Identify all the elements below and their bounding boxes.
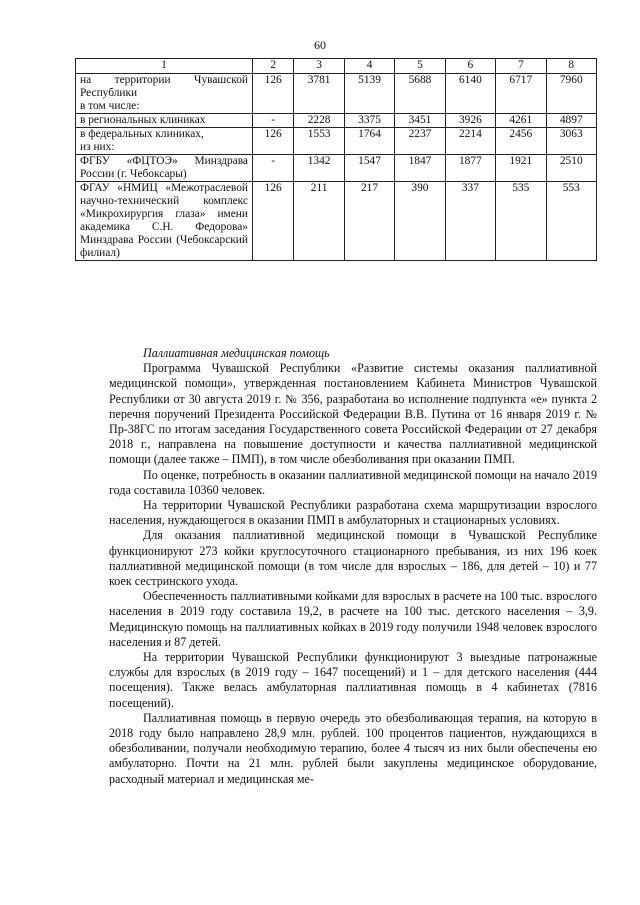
column-header: 4 xyxy=(344,59,394,74)
table-cell: 1921 xyxy=(496,155,546,182)
table-cell: 4897 xyxy=(546,114,596,128)
row-label xyxy=(76,128,253,155)
table-cell: 6717 xyxy=(496,74,546,114)
column-header: 2 xyxy=(253,59,294,74)
column-header: 6 xyxy=(445,59,495,74)
table-cell: 1764 xyxy=(344,128,394,155)
column-header: 3 xyxy=(294,59,344,74)
row-label-text: в федеральных клиниках, xyxy=(80,128,204,140)
table-cell: 2228 xyxy=(294,114,344,128)
row-label: ФГБУ «ФЦТОЭ» Минздрава России (г. Чебоксары) xyxy=(76,155,253,182)
table-cell: 390 xyxy=(395,182,445,261)
table-cell: 4261 xyxy=(496,114,546,128)
table-header-row xyxy=(76,59,597,74)
column-header: 1 xyxy=(76,59,253,74)
column-header: 8 xyxy=(546,59,596,74)
paragraph: На территории Чувашской Республики разработана схема маршрутизации взрослого населения, нуждающегося в оказании ПМП в амбулаторных и стационарных условиях. xyxy=(109,498,597,528)
table-row xyxy=(76,182,597,261)
row-label-text: на территории Чувашской Республики xyxy=(80,74,248,99)
table-cell: 1553 xyxy=(294,128,344,155)
paragraph: Паллиативная помощь в первую очередь это обезболивающая терапия, на которую в 2018 году было направлено 28,9 млн. рублей. 100 процентов пациентов, нуждающихся в обезболивании, получали необходимую терапию, более 4 тысяч из них были обеспечены ею амбулаторно. Почти на 21 млн. рублей были закуплены медицинское оборудование, расходный материал и медицинская ме- xyxy=(109,710,597,786)
table-cell: 126 xyxy=(253,74,294,114)
table-cell: 6140 xyxy=(445,74,495,114)
body-text xyxy=(109,346,597,787)
table-cell: 1877 xyxy=(445,155,495,182)
table-cell: 337 xyxy=(445,182,495,261)
paragraph: Обеспеченность паллиативными койками для взрослых в расчете на 100 тыс. взрослого населения в 2019 году составила 19,2, в расчете на 100 тыс. детского населения – 3,9. Медицинскую помощь на паллиативных койках в 2019 году получили 1948 человек взрослого населения и 87 детей. xyxy=(109,589,597,649)
row-label: в региональных клиниках xyxy=(76,114,253,128)
table-cell: 1847 xyxy=(395,155,445,182)
table-cell: 535 xyxy=(496,182,546,261)
table-cell: 7960 xyxy=(546,74,596,114)
table-row xyxy=(76,74,597,114)
table-cell: 1342 xyxy=(294,155,344,182)
table-cell: 5688 xyxy=(395,74,445,114)
table-cell: 126 xyxy=(253,128,294,155)
table-cell: - xyxy=(253,155,294,182)
page-number: 60 xyxy=(314,38,326,52)
table-row xyxy=(76,155,597,182)
row-label-sub: из них: xyxy=(80,141,115,153)
table-row xyxy=(76,114,597,128)
table-cell: 211 xyxy=(294,182,344,261)
row-label: ФГАУ «НМИЦ «Межотраслевой научно-технический комплекс «Микрохирургия глаза» имени академика С.Н. Федорова» Минздрава России (Чебоксарский филиал) xyxy=(76,182,253,261)
table-cell: 553 xyxy=(546,182,596,261)
table-cell: 2214 xyxy=(445,128,495,155)
table-cell: 3451 xyxy=(395,114,445,128)
table-cell: 2237 xyxy=(395,128,445,155)
column-header: 7 xyxy=(496,59,546,74)
table-cell: 2510 xyxy=(546,155,596,182)
row-label-sub: в том числе: xyxy=(80,100,140,112)
table-cell: 126 xyxy=(253,182,294,261)
table-cell: 217 xyxy=(344,182,394,261)
table-row xyxy=(76,128,597,155)
paragraph: Программа Чувашской Республики «Развитие системы оказания паллиативной медицинской помощи», утвержденная постановлением Кабинета Министров Чувашской Республики от 30 августа 2019 г. № 356, разработана во исполнение подпункта «е» пункта 2 перечня поручений Президента Российской Федерации В.В. Путина от 16 января 2019 г. № Пр-38ГС по итогам заседания Государственного совета Российской Федерации от 27 декабря 2018 г., направлена на повышение доступности и качества паллиативной медицинской помощи (далее также – ПМП), в том числе обезболивания при оказании ПМП. xyxy=(109,361,597,467)
column-header: 5 xyxy=(395,59,445,74)
paragraph: На территории Чувашской Республики функционируют 3 выездные патронажные службы для взрослых (в 2019 году – 1647 посещений) и 1 – для детского населения (444 посещения). Также велась амбулаторная паллиативная помощь в 4 кабинетах (7816 посещений). xyxy=(109,650,597,710)
paragraph: По оценке, потребность в оказании паллиативной медицинской помощи на начало 2019 года составила 10360 человек. xyxy=(109,467,597,497)
row-label xyxy=(76,74,253,114)
paragraph: Для оказания паллиативной медицинской помощи в Чувашской Республике функционируют 273 койки круглосуточного стационарного пребывания, из них 196 коек паллиативной медицинской помощи (в том числе для взрослых – 186, для детей – 10) и 77 коек сестринского ухода. xyxy=(109,528,597,589)
section-heading: Паллиативная медицинская помощь xyxy=(143,346,330,360)
table-cell: 2456 xyxy=(496,128,546,155)
table-cell: 1547 xyxy=(344,155,394,182)
table-cell: - xyxy=(253,114,294,128)
table-cell: 5139 xyxy=(344,74,394,114)
table-cell: 3926 xyxy=(445,114,495,128)
table-cell: 3375 xyxy=(344,114,394,128)
table-cell: 3781 xyxy=(294,74,344,114)
statistics-table xyxy=(75,58,597,261)
table-cell: 3063 xyxy=(546,128,596,155)
